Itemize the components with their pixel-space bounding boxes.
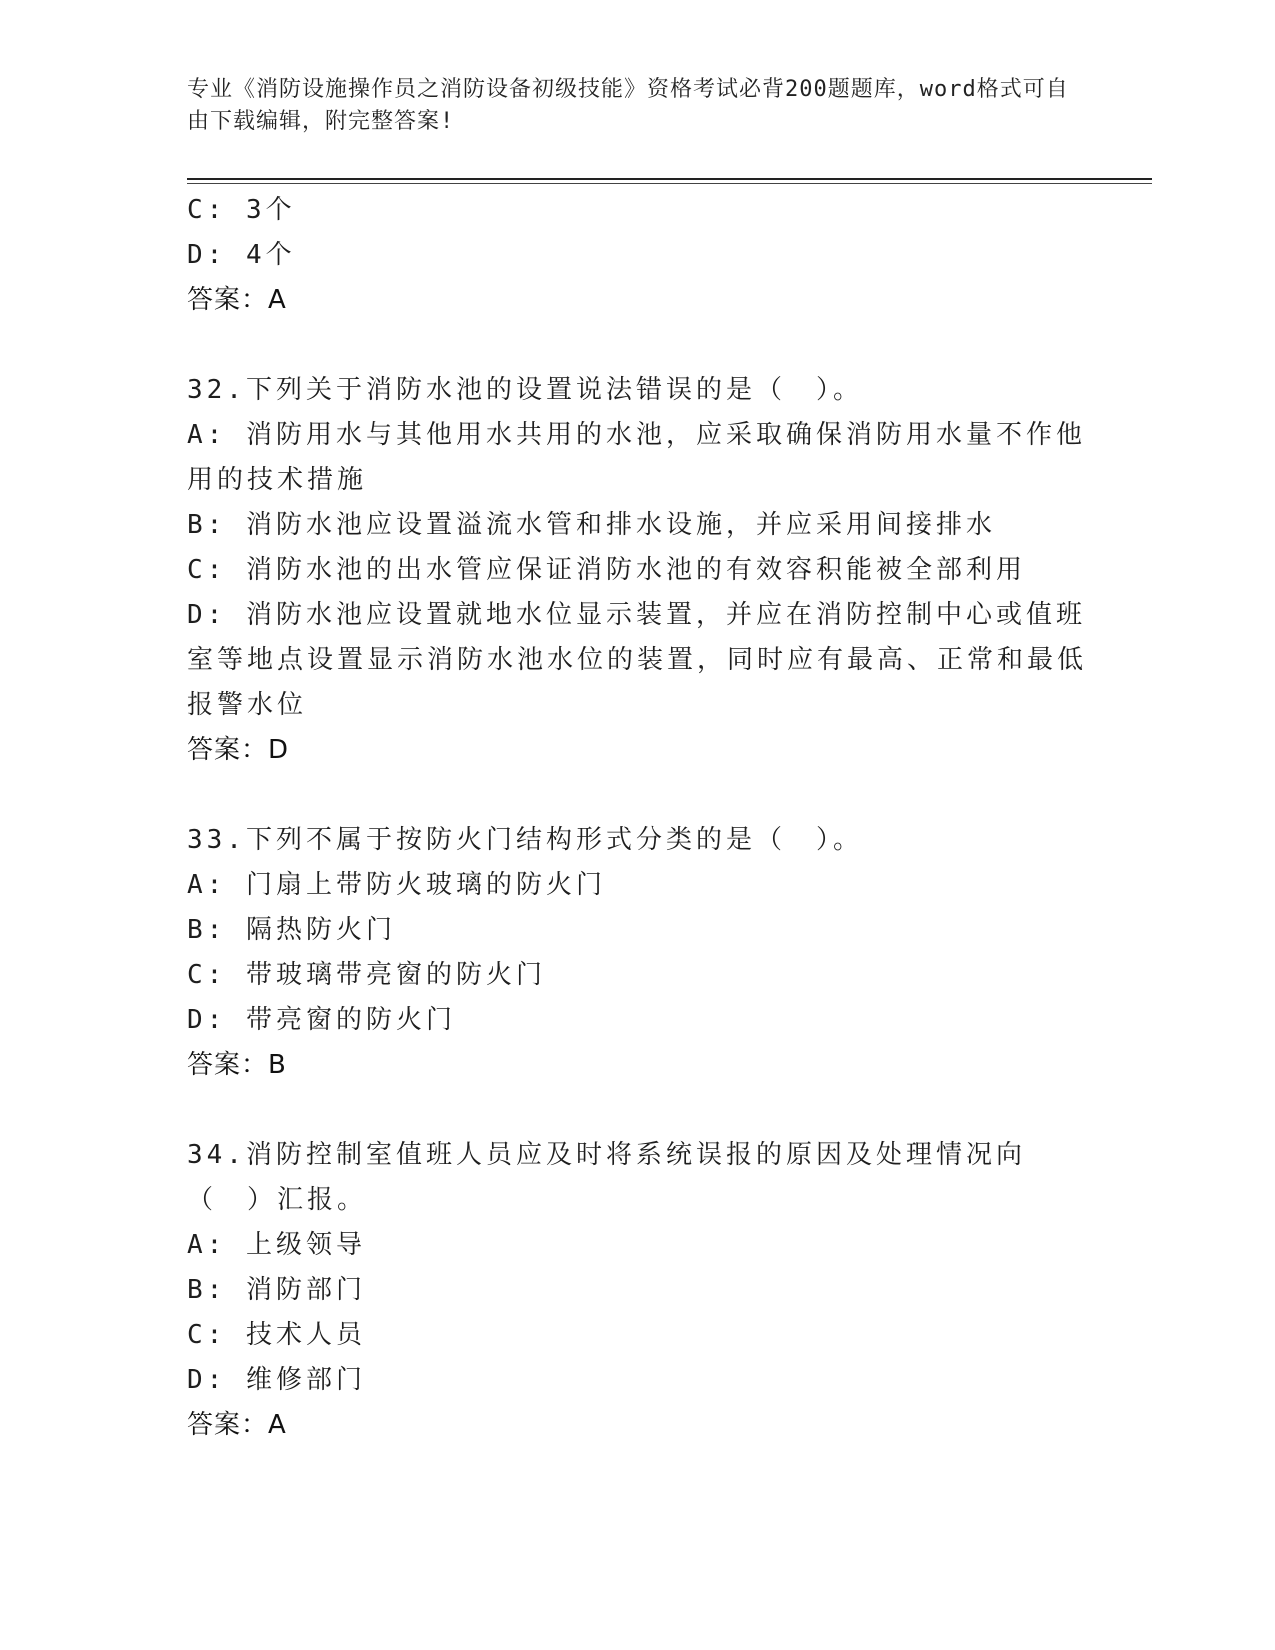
answer-line: 答案：B [187, 1050, 287, 1080]
answer-line: 答案：A [187, 1410, 287, 1440]
spacer [187, 773, 1087, 818]
option-c: C: 技术人员 [187, 1320, 366, 1350]
option-a: A: 上级领导 [187, 1230, 366, 1260]
option-b: B: 消防水池应设置溢流水管和排水设施，并应采用间接排水 [187, 510, 996, 540]
header-divider-thick [187, 178, 1152, 180]
option-c: C: 消防水池的出水管应保证消防水池的有效容积能被全部利用 [187, 555, 1026, 585]
question-stem: 33.下列不属于按防火门结构形式分类的是（ ）。 [187, 825, 863, 855]
question-34 [187, 1133, 1087, 1448]
question-stem: 34.消防控制室值班人员应及时将系统误报的原因及处理情况向（ ）汇报。 [187, 1140, 1026, 1215]
question-list [187, 188, 1087, 1448]
option-d: D: 带亮窗的防火门 [187, 1005, 456, 1035]
option-c: C: 3个 [187, 195, 296, 225]
header-divider-thin [187, 183, 1152, 184]
question-31-tail [187, 188, 1087, 323]
question-32 [187, 368, 1087, 773]
option-d: D: 消防水池应设置就地水位显示装置，并应在消防控制中心或值班室等地点设置显示消防水池水位的装置，同时应有最高、正常和最低报警水位 [187, 600, 1088, 720]
option-c: C: 带玻璃带亮窗的防火门 [187, 960, 546, 990]
question-33 [187, 818, 1087, 1088]
option-b: B: 隔热防火门 [187, 915, 396, 945]
spacer [187, 323, 1087, 368]
option-d: D: 维修部门 [187, 1365, 366, 1395]
answer-line: 答案：D [187, 735, 290, 765]
spacer [187, 1088, 1087, 1133]
option-d: D: 4个 [187, 240, 296, 270]
question-stem: 32.下列关于消防水池的设置说法错误的是（ ）。 [187, 375, 863, 405]
document-header: 专业《消防设施操作员之消防设备初级技能》资格考试必背200题题库，word格式可自由下载编辑，附完整答案! [187, 77, 1069, 134]
option-a: A: 门扇上带防火玻璃的防火门 [187, 870, 606, 900]
option-a: A: 消防用水与其他用水共用的水池，应采取确保消防用水量不作他用的技术措施 [187, 420, 1086, 495]
answer-line: 答案：A [187, 285, 287, 315]
option-b: B: 消防部门 [187, 1275, 366, 1305]
